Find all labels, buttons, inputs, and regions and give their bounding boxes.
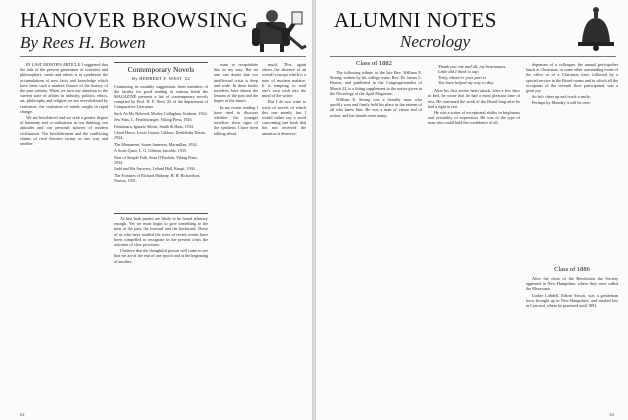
notes-paragraph: departure of a colleague, the annual get-together lunch at Christmas, or some other outstanding event of the office or of a Christmas time, followed by a special service in the Board rooms and in which all the occupants of the seventh floor participated, was a great joy. [526,62,618,94]
article-column-2 [114,216,208,414]
book-list-item: Such As My Beloved, Morley Callaghan, Scribner, 1934. [114,110,208,116]
class-heading: Class of 1882 [356,60,392,67]
book-list-sidebar [114,62,208,214]
article-paragraph: IN LAST MONTH'S ARTICLE I suggested that the task of the present generation of scientists and philosophers, saints and artists is to synthesize the accumulations of new facts and knowledge which have been such a marked feature of the history of the past century. When we turn our attention to the current state of affairs in industry, politics, ethics, art, philosophy and religion we are overwhelmed by confusion, the confusion of minds caught in rapid change. [20,62,108,114]
reader-illustration [248,2,308,54]
sidebar-intro: Continuing its monthly suggestions from members of the faculty for good reading in various fields the MAGAZINE presents a list of contemporary novels compiled by Prof. H. F. West '22 of the department of Comparative Literature. [114,83,208,109]
book-list-item: The Monument, Storm Jameson, Macmillan, 1932. [114,141,198,147]
sidebar-author: By HERBERT F. WEST '22 [131,75,191,81]
book-list-item: Jew Süss, L. Feuchtwanger, Viking Press, 1926. [114,117,193,123]
notes-column-3 [526,62,618,262]
article-paragraph: I believe that the thoughtful person will come to see that we are at the end of one epoch and at the beginning of another. [114,248,208,264]
notes-column-4 [526,276,618,414]
article-paragraph: In my recent reading I have tried to discover whether the younger novelists show signs of the synthesis I have been talking about. [214,104,258,136]
article-paragraph: We are bewildered and we seek a greater degree of harmony and co-ordination in our thinking, our attitudes and our personal spheres of modern civilization. The bewilderment and the conflicting claims of rival theories sweep us one way and another. [20,115,108,147]
left-page [0,0,312,420]
class-heading: Class of 1886 [554,266,590,273]
article-column-3 [214,62,258,414]
poem-line: Little did I think to say; [438,69,480,75]
byline: By Rees H. Bowen [20,33,146,52]
book-list [114,111,208,183]
article-column-1 [20,62,108,414]
notes-paragraph: After his first severe heart attack, after a few days in bed, he wrote that he had a most pleasant time of rest. He continued the work of the Board long after he had a right to rest. [428,88,520,109]
notes-paragraph: William E. Strong was a friendly man, who quickly won and firmly held his place in the esteem of all who knew him. He was a man of vision and of action, and his friends were many. [330,97,422,118]
notes-paragraph: Luther Lobdell, Edwin Sisson, was a gentleman born, brought up in New Hampshire, and studied law in Concord, where he practised until 1892. [526,292,618,309]
article-paragraph: want to recapitulate this in my way. But no one can doubt that our intellectual crisis is deep and wide. In these books novelists have shown the lessons of the past and the hopes of the future. [214,62,258,104]
poem-line: You have helped my way to-day. [438,79,495,85]
page-number: 62 [20,412,25,417]
page-number: 63 [609,412,614,417]
sidebar-title: Contemporary Novels [127,65,195,74]
header-rule [20,56,306,57]
article-paragraph: But I do not want to write of novels of which this one month, but I would rather say a word concerning one book that has not received the attention it deserves. [262,99,306,136]
notes-paragraph: After the close of the Revolution the Society appeared in New Hampshire, where they were called the Moravians. [526,276,618,292]
section-title: ALUMNI NOTES [334,8,497,32]
poem-line: Thank you one and all, my heartmates, [438,64,507,69]
book-list-item: Fontamara, Ignazio Silone, Smith & Haas, 1934. [114,123,194,129]
article-paragraph: much. This again shows the absence of an overall concept which is a note of modern malaise. It is tempting to read one's own wish into the mind of the writer. [262,62,306,99]
notes-paragraph: Perhaps by Monday it will be over. [532,100,591,106]
book-list-item: Judd and His Answers, Leland Hall, Knopf, 1934. [114,166,196,172]
notes-paragraph: The following tribute to the late Rev. William E. Strong, written by his college mate, Rev. Dr. James L. Barton, and published in the Congregationalist of March 22, is a fitting supplement to the notice given in the Necrology of the April Magazine. [330,70,422,96]
header-rule [330,56,616,57]
tribute-poem [438,64,520,85]
book-list-item: Nest of Simple Folk, Sean O'Faolain, Viking Press, 1934. [114,154,198,165]
page-title: HANOVER BROWSING [20,8,248,32]
notes-paragraph: So let's cheer up and crack a smile; [532,94,591,100]
bell-illustration [572,4,620,52]
right-page [316,0,628,420]
book-list-item: A Scots Quair, L. G. Gibbon, Jarrolds, 1935. [114,148,187,154]
article-paragraph: At best both parties are likely to be found arbitrary enough. Yet we must begin to give something to the men of the past, the forward and the backward. Those of us who have studied the roots of recent events have been compelled to recognize in the present crisis the outcome of slow processes. [114,216,208,248]
article-column-4 [262,62,306,414]
book-list-item: The Fortunes of Richard Mahony, H. H. Richardson, Norton, 1931. [114,172,201,183]
poem-line: Truly, whate'er your part is [438,74,486,80]
notes-paragraph: He was a writer of exceptional ability in brightness and versatility of expression. He was of the type of man who could hold the confidence of all. [428,110,520,126]
book-list-item: Cloud Howe, Lewis Grassic Gibbon, Doubleday Doran, 1934. [114,130,206,141]
notes-column-1 [330,70,422,414]
section-subtitle: Necrology [400,32,471,51]
notes-column-2 [428,62,520,414]
